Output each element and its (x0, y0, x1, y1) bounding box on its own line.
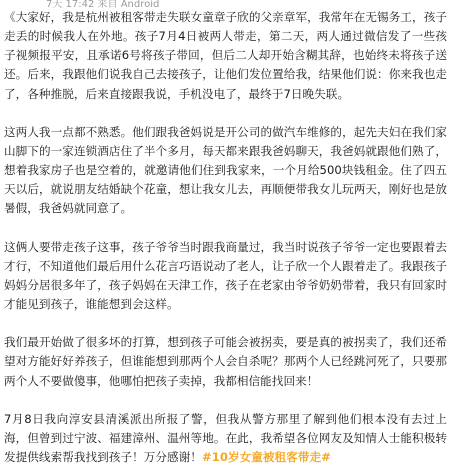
paragraph-gap (0, 391, 450, 410)
paragraph-police-report (0, 410, 450, 467)
police-report-text: 7月8日我向淳安县清溪派出所报了警，但我从警方那里了解到他们根本没有去过上海，但曾到过宁波、福建漳州、温州等地。在此，我希望各位网友及知情人士能积极转发提供线索帮我找到孩子！万分感谢！ (4, 411, 447, 464)
paragraph-gap (0, 104, 450, 123)
paragraph-grandparents: 这俩人要带走孩子这事，孩子爷爷当时跟我商量过，我当时说孩子爷爷一定也要跟着去才行，不知道他们最后用什么花言巧语说动了老人，让子欣一个人跟着走了。我跟孩子妈妈分居很多年了，孩子妈妈在天津工作，孩子在老家由爷爷奶奶带着，我只有回家时才能见到孩子，谁能想到会这样。 (4, 239, 447, 312)
post-body (0, 8, 450, 476)
paragraph-tenants: 这两人我一点都不熟悉。他们跟我爸妈说是开公司的做汽车维修的，起先夫妇在我们家山脚下的一家连锁酒店住了半个多月，每天都来跟我爸妈聊天，我爸妈就跟他们熟了，想着我家房子也是空着的，就邀请他们住到我家来，一个月给500块钱租金。住了四五天以后，就说朋友结婚缺个花童，想让我女儿去，再顺便带我女儿玩两天，刚好也是放暑假，我爸妈就同意了。 (4, 124, 447, 216)
hashtag-link[interactable]: #10岁女童被租客带走# (201, 449, 331, 464)
paragraph-hope: 我们最开始做了很多坏的打算，想到孩子可能会被拐卖，要是真的被拐卖了，我们还希望对方能好好养孩子，但谁能想到那两个人会自杀呢？那两个人已经跳河死了，只要那两个人不要做傻事，他哪怕把孩子卖掉，我都相信能找回来！ (4, 335, 447, 388)
paragraph-gap (0, 314, 450, 333)
post-meta: 7天 17:42 来自 Android (46, 0, 160, 10)
paragraph-intro: 《大家好，我是杭州被租客带走失联女童章子欣的父亲章军，我常年在无锡务工，孩子走丢的时候我人在外地。孩子7月4日被两人带走，第二天，两人通过微信发了一些孩子视频报平安，且承诺6号将孩子带回，但后二人却开始含糊其辞，也始终未将孩子送还。后来，我跟他们说我自己去接孩子，让他们发位置给我，结果他们说：你来我也走了，各种推脱，后来直接跟我说，手机没电了，最终于7日晚失联。 (4, 10, 447, 101)
paragraph-gap (0, 219, 450, 238)
